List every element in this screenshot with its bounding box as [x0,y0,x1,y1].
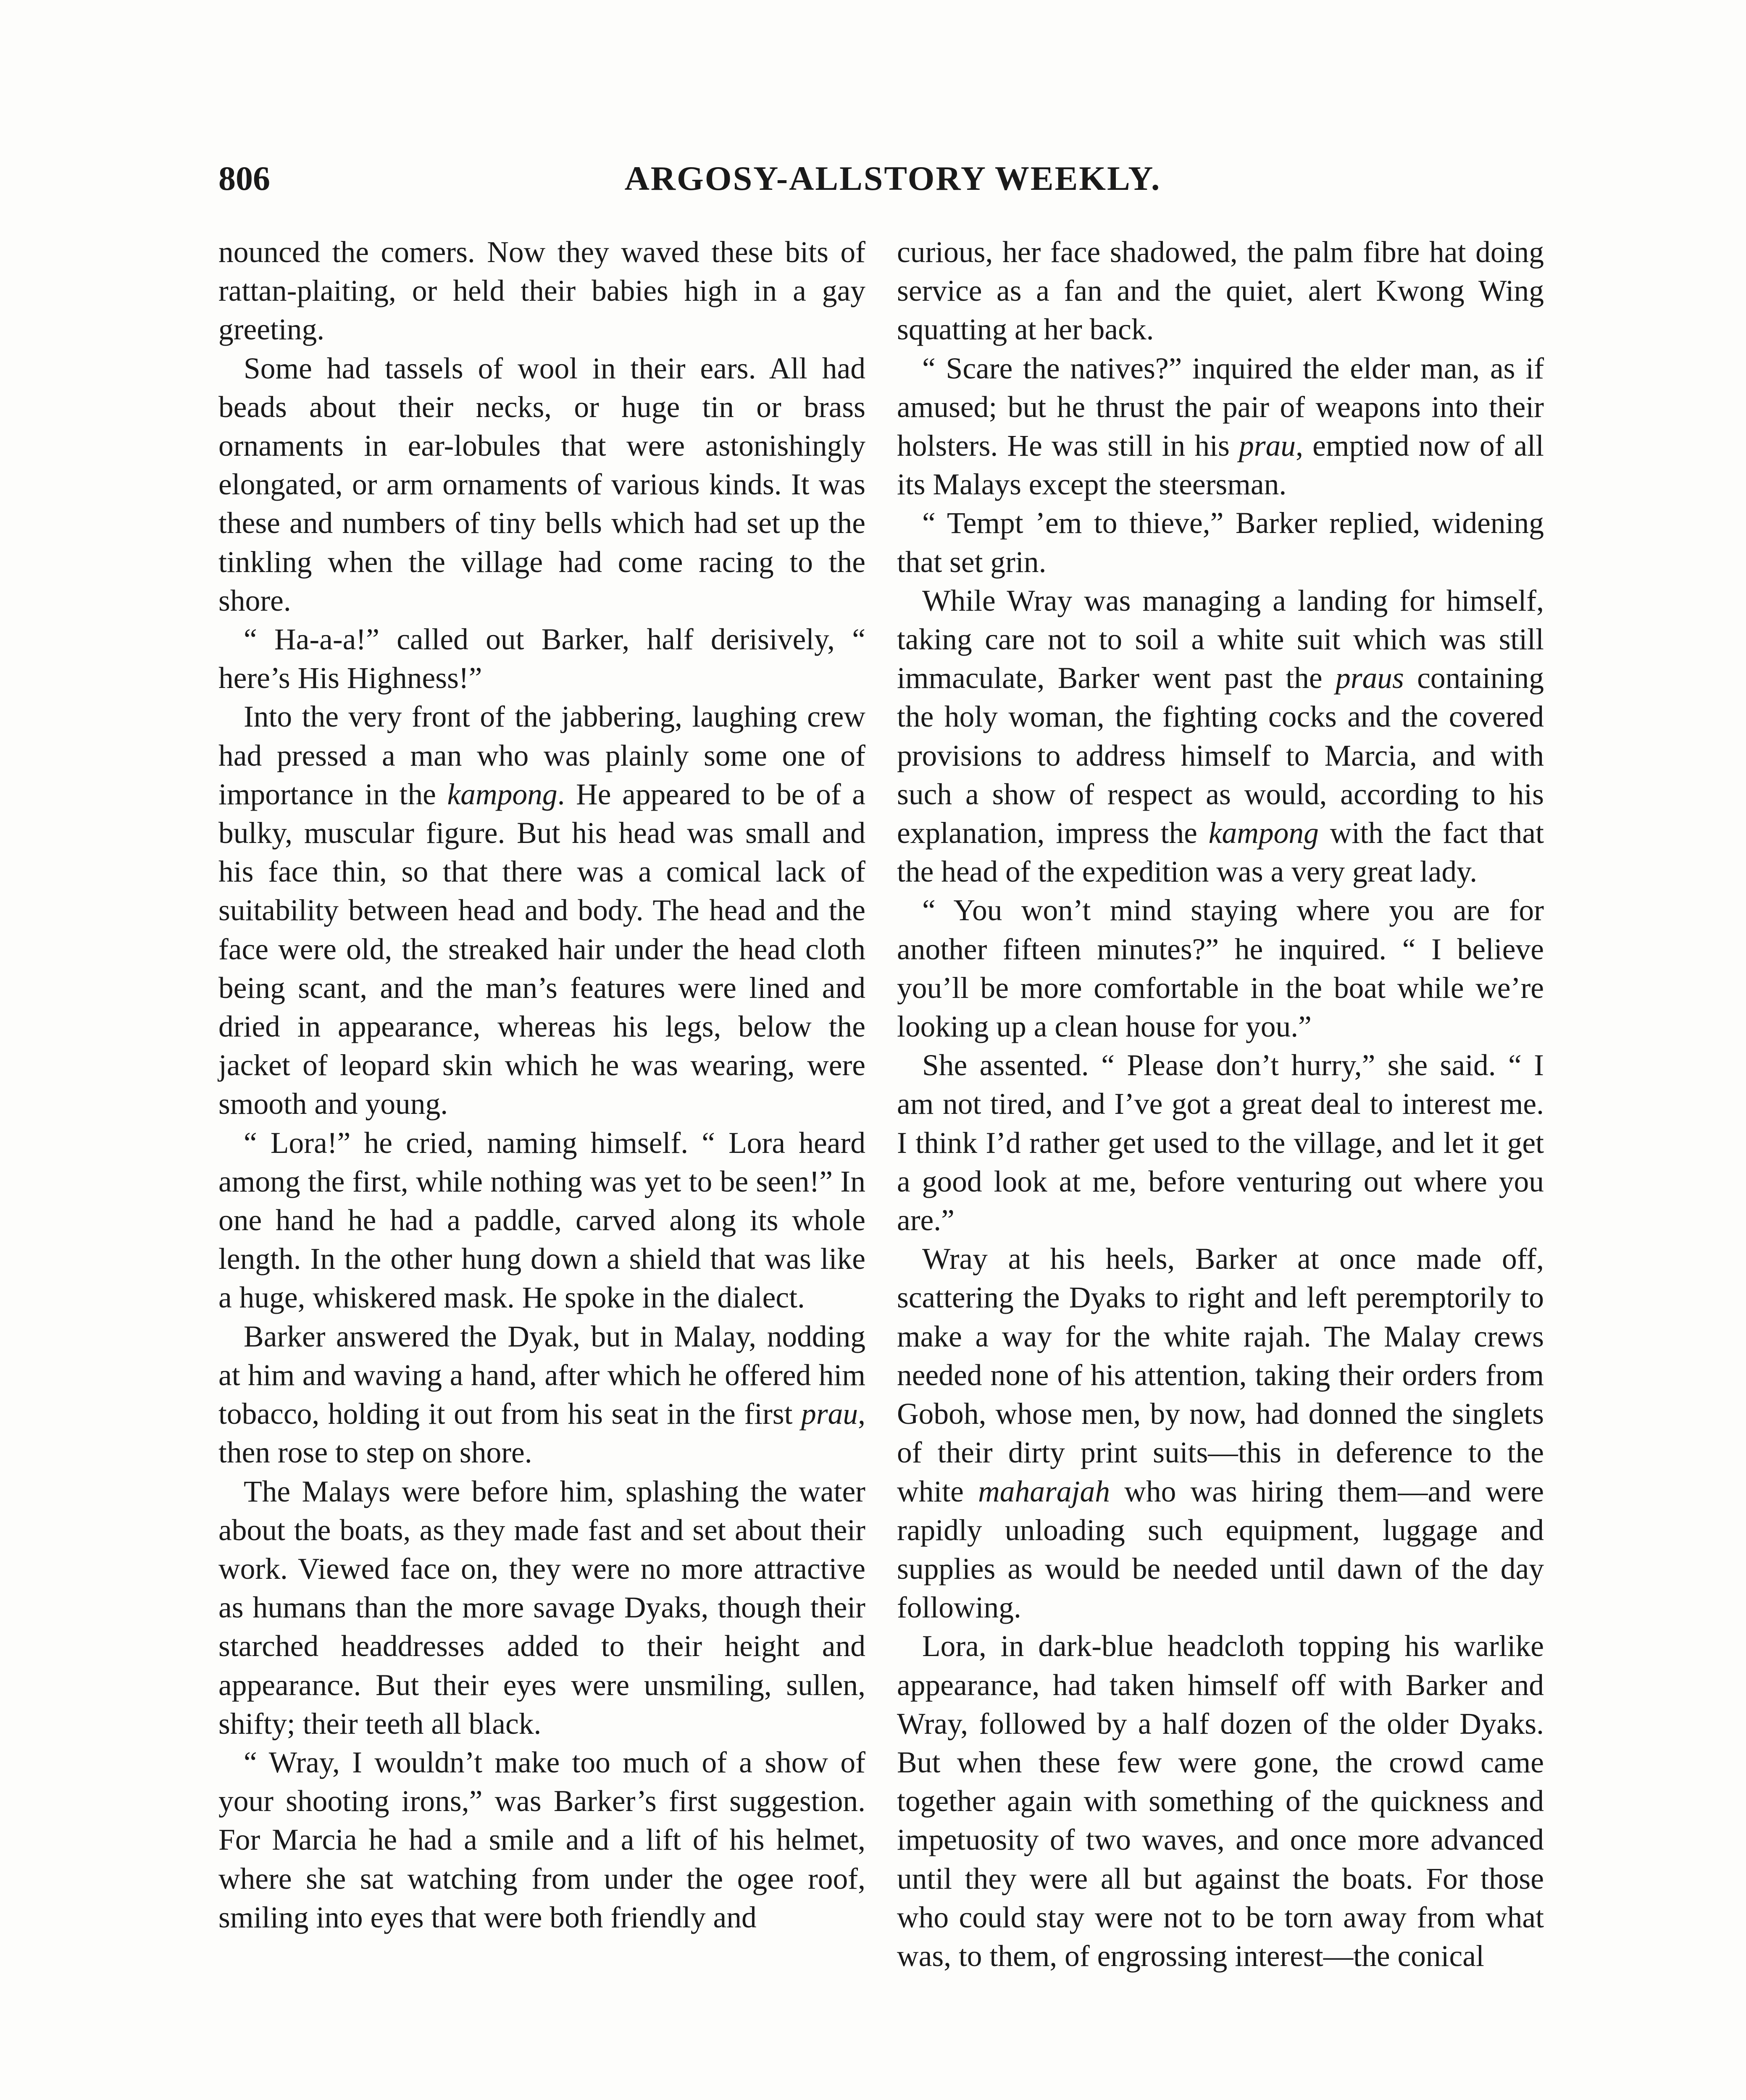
paragraph: While Wray was managing a landing for himself, taking care not to soil a white suit which was still immaculate, Barker went past the praus containing the holy woman, the fighting cocks and the covered provisions to address himself to Marcia, and with such a show of respect as would, according to his explanation, impress the kampong with the fact that the head of the expedition was a very great lady. [897,584,1544,889]
running-title: ARGOSY-ALLSTORY WEEKLY. [624,159,1161,197]
page-number: 806 [218,159,270,197]
paragraph: curious, her face shadowed, the palm fibre hat doing service as a fan and the quiet, alert Kwong Wing squatting at her back. [897,236,1544,346]
paragraph: She assented. “ Please don’t hurry,” she said. “ I am not tired, and I’ve got a great deal to interest me. I think I’d rather get used to the village, and let it get a good look at me, before venturing out where you are.” [897,1049,1544,1237]
running-header [218,155,1567,202]
paragraph: Lora, in dark-blue headcloth topping his warlike appearance, had taken himself off with Barker and Wray, followed by a half dozen of the older Dyaks. But when these few were gone, the crowd came together again with something of the quickness and impetuosity of two waves, and once more advanced until they were all but against the boats. For those who could stay were not to be torn away from what was, to them, of engrossing interest—the conical [897,1630,1544,1973]
paragraph: The Malays were before him, splashing the water about the boats, as they made fast and set about their work. Viewed face on, they were no more attractive as humans than the more savage Dyaks, though their starched headdresses added to their height and appearance. But their eyes were unsmiling, sullen, shifty; their teeth all black. [218,1475,865,1740]
paragraph: “ Scare the natives?” inquired the elder man, as if amused; but he thrust the pair of weapons into their holsters. He was still in his prau, emptied now of all its Malays except the steersman. [897,352,1544,501]
paragraph: Some had tassels of wool in their ears. All had beads about their necks, or huge tin or brass ornaments in ear-lobules that were astonishingly elongated, or arm ornaments of various kinds. It was these and numbers of tiny bells which had set up the tinkling when the village had come racing to the shore. [218,352,865,617]
paragraph: nounced the comers. Now they waved these bits of rattan-plaiting, or held their babies high in a gay greeting. [218,236,865,346]
paragraph: “ Lora!” he cried, naming himself. “ Lora heard among the first, while nothing was yet to be seen!” In one hand he had a paddle, carved along its whole length. In the other hung down a shield that was like a huge, whiskered mask. He spoke in the dialect. [218,1126,865,1315]
paragraph: Barker answered the Dyak, but in Malay, nodding at him and waving a hand, after which he offered him tobacco, holding it out from his seat in the first prau, then rose to step on shore. [218,1320,865,1470]
paragraph: “ Tempt ’em to thieve,” Barker replied, widening that set grin. [897,507,1544,579]
left-column [218,233,865,1937]
paragraph: “ Ha-a-a!” called out Barker, half derisively, “ here’s His Highness!” [218,623,865,695]
paragraph: Into the very front of the jabbering, laughing crew had pressed a man who was plainly some one of importance in the kampong. He appeared to be of a bulky, muscular figure. But his head was small and his face thin, so that there was a comical lack of suitability between head and body. The head and the face were old, the streaked hair under the head cloth being scant, and the man’s features were lined and dried in appearance, whereas his legs, below the jacket of leopard skin which he was wearing, were smooth and young. [218,700,865,1121]
paragraph: Wray at his heels, Barker at once made off, scattering the Dyaks to right and left peremptorily to make a way for the white rajah. The Malay crews needed none of his attention, taking their orders from Goboh, whose men, by now, had donned the singlets of their dirty print suits—this in deference to the white maharajah who was hiring them—and were rapidly unloading such equipment, luggage and supplies as would be needed until dawn of the day following. [897,1242,1544,1625]
right-column [897,233,1544,1976]
paragraph: “ Wray, I wouldn’t make too much of a show of your shooting irons,” was Barker’s first suggestion. For Marcia he had a smile and a lift of his helmet, where she sat watching from under the ogee roof, smiling into eyes that were both friendly and [218,1746,865,1934]
paragraph: “ You won’t mind staying where you are for another fifteen minutes?” he inquired. “ I believe you’ll be more comfortable in the boat while we’re looking up a clean house for you.” [897,894,1544,1044]
